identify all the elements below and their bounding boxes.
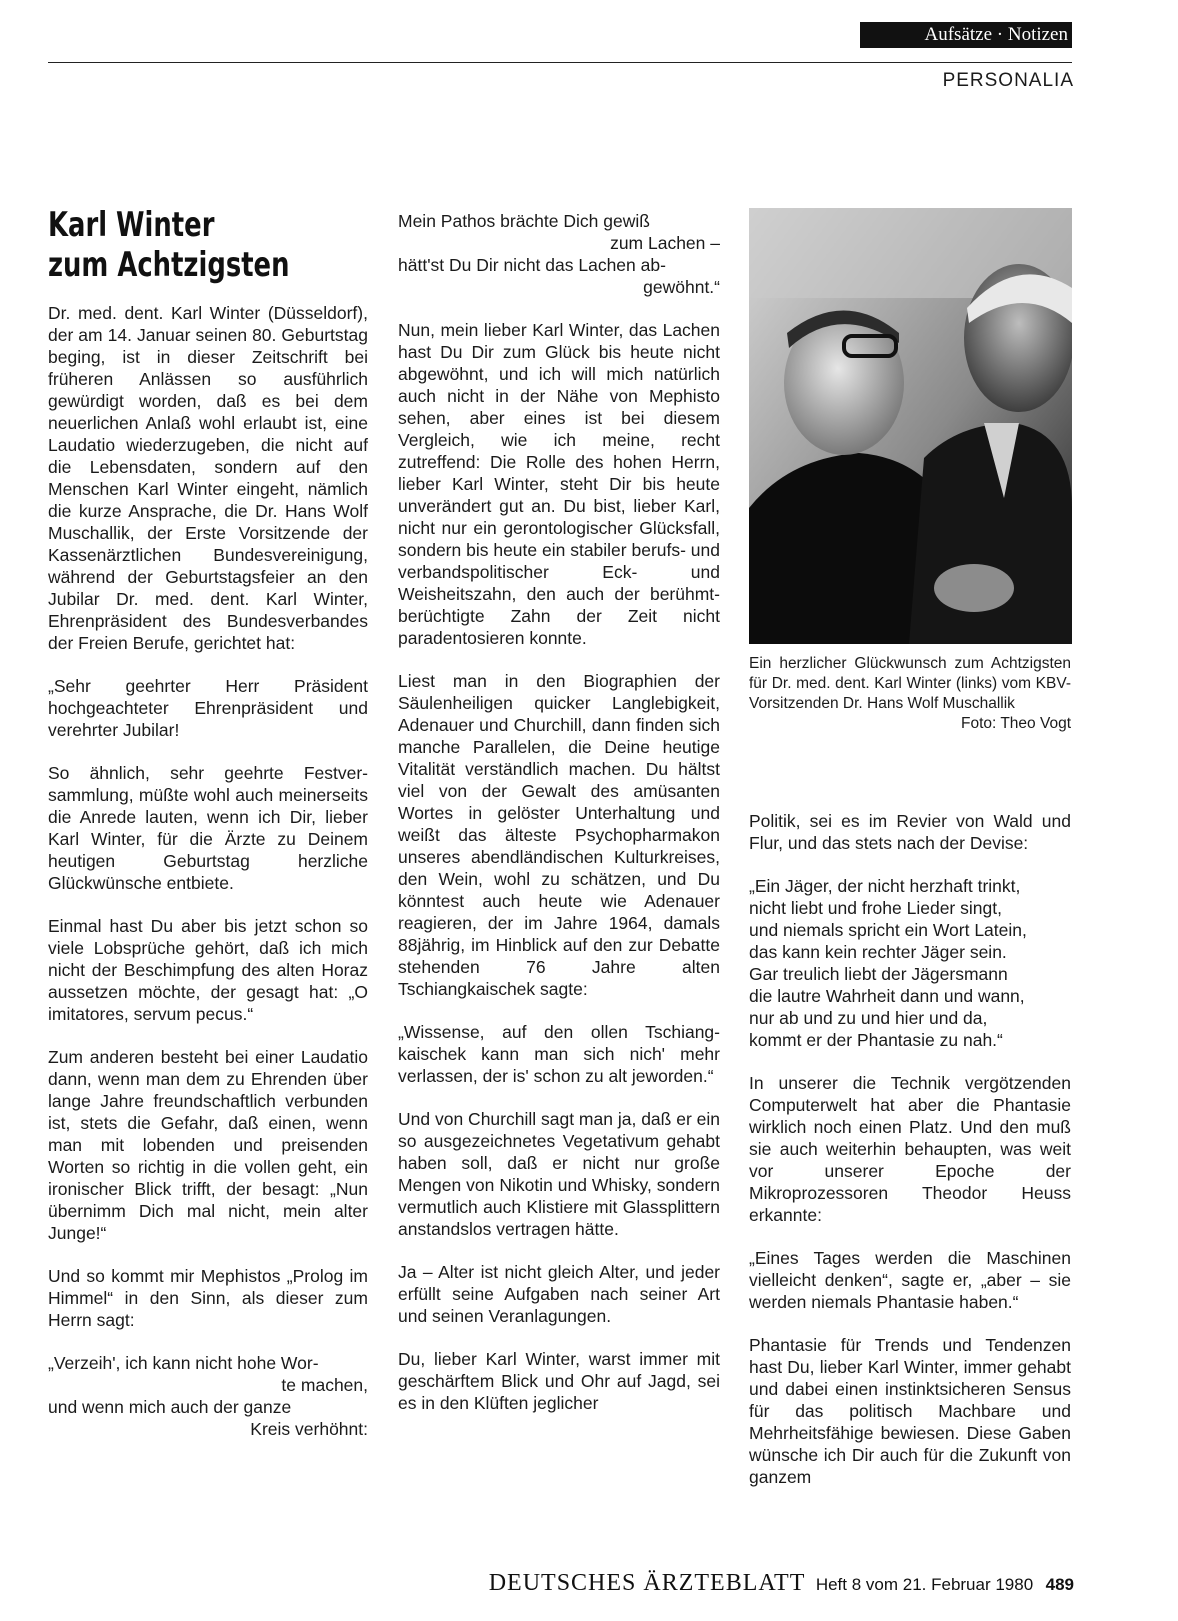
paragraph: So ähnlich, sehr geehrte Festversammlung, müßte wohl auch meinerseits die Anrede lauten, wenn ich Dir, lieber Karl Winter, für die Ärzte zu Deinem heutigen Geburtstag herzliche Glückwünsche entbiete. — [48, 763, 368, 893]
paragraph: Zum anderen besteht bei einer Laudatio dann, wenn man dem zu Ehrenden über lange Jahre freundschaftlich verbunden ist, stets die Gefahr, daß einen, wenn man mit lobenden und preisenden Worten so richtig in die vollen geht, ein ironischer Blick trifft, der besagt: „Nun übernimm Dich mal nicht, mein alter Junge!“ — [48, 1047, 368, 1243]
verse-line: „Ein Jäger, der nicht herzhaft trinkt, — [749, 876, 1021, 896]
photo-illustration — [749, 208, 1072, 644]
paragraph: Und von Churchill sagt man ja, daß er ein so ausgezeichnetes Vegetativum gehabt haben soll, daß er nicht nur große Mengen von Nikotin und Whisky, sondern vermutlich auch Klistiere mit Glassplittern anstandslos vertragen hätte. — [398, 1109, 720, 1239]
verse-quote-2 — [398, 210, 720, 298]
verse-line: die lautre Wahrheit dann und wann, — [749, 986, 1025, 1006]
verse-line: das kann kein rechter Jäger sein. — [749, 942, 1007, 962]
headline-line-2: zum Achtzigsten — [48, 245, 290, 285]
verse-line: nur ab und zu und hier und da, — [749, 1008, 988, 1028]
paragraph: Politik, sei es im Revier von Wald und Flur, und das stets nach der Devise: — [749, 811, 1071, 853]
headline-line-1: Karl Winter — [48, 205, 215, 245]
paragraph: Du, lieber Karl Winter, warst immer mit geschärftem Blick und Ohr auf Jagd, sei es in den Klüften jeglicher — [398, 1349, 720, 1413]
verse-line: „Verzeih', ich kann nicht hohe Wor- — [48, 1353, 319, 1373]
verse-line: Kreis verhöhnt: — [250, 1419, 368, 1439]
verse-line: Gar treulich liebt der Jägersmann — [749, 964, 1008, 984]
paragraph: Einmal hast Du aber bis jetzt schon so viele Lobsprüche gehört, daß ich mich nicht der Beschimpfung des alten Horaz aussetzen möchte, der gesagt hat: „O imitatores, servum pecus.“ — [48, 916, 368, 1024]
text-column-left — [48, 302, 368, 1440]
page-number: 489 — [1045, 1575, 1074, 1594]
journal-title: DEUTSCHES ÄRZTEBLATT — [488, 1570, 806, 1596]
article-headline — [48, 205, 291, 285]
paragraph: „Eines Tages werden die Maschinen vielleicht denken“, sagte er, „aber – sie werden niemals Phantasie haben.“ — [749, 1248, 1071, 1312]
rubric-label: PERSONALIA — [942, 70, 1074, 91]
paragraph: „Wissense, auf den ollen Tschiangkaischek kann man sich nich' mehr verlassen, der is' schon zu alt jeworden.“ — [398, 1022, 720, 1086]
issue-info: Heft 8 vom 21. Februar 1980 — [815, 1575, 1034, 1594]
paragraph: Nun, mein lieber Karl Winter, das Lachen hast Du Dir zum Glück bis heute nicht abgewöhnt, und ich will mich natürlich auch nicht in der Nähe von Mephisto sehen, aber eines ist bei diesem Vergleich, wie ich meine, recht zutreffend: Die Rolle des hohen Herrn, lieber Karl Winter, steht Dir bis heute unverändert gut an. Du bist, lieber Karl, nicht nur ein gerontologischer Glücksfall, sondern bis heute ein stabiler berufs- und verbandspolitischer Eck- und Weisheitszahn, den auch der berühmt-berüchtigte Zahn der Zeit nicht paradentosieren konnte. — [398, 320, 721, 648]
verse-line: und wenn mich auch der ganze — [48, 1397, 292, 1417]
caption-text: Ein herzlicher Glückwunsch zum Achtzigsten für Dr. med. dent. Karl Winter (links) vom KBV-Vorsitzenden Dr. Hans Wolf Muschallik — [749, 655, 1071, 712]
photo-caption — [749, 654, 1071, 734]
verse-line: Mein Pathos brächte Dich gewiß — [398, 211, 650, 231]
text-column-right — [749, 810, 1071, 1509]
verse-line: kommt er der Phantasie zu nah.“ — [749, 1030, 1003, 1050]
paragraph: „Sehr geehrter Herr Präsident hochgeachteter Ehrenpräsident und verehrter Jubilar! — [48, 676, 368, 740]
paragraph: In unserer die Technik vergötzenden Computerwelt hat aber die Phantasie wirklich noch einen Platz. Und den muß sie auch weiterhin behaupten, was weit vor unserer Epoche der Mikroprozessoren Theodor Heuss erkannte: — [749, 1073, 1071, 1225]
header-rule — [48, 62, 1072, 63]
verse-line: hätt'st Du Dir nicht das Lachen ab- — [398, 255, 666, 275]
paragraph: Liest man in den Biographien der Säulenheiligen quicker Langlebigkeit, Adenauer und Churchill, dann finden sich manche Parallelen, die Deine heutige Vitalität verständlich machen. Du hältst viel von der Gewalt des amüsanten Wortes in gelöster Unterhaltung und weißt das älteste Psychopharmakon unseres abendländischen Kulturkreises, den Wein, wohl zu schätzen, und Du könntest auch heute wie Adenauer reagieren, der im Jahre 1964, damals 88jährig, im Hinblick auf den zur Debatte stehenden 76 Jahre alten Tschiangkaischek sagte: — [398, 671, 720, 999]
paragraph: Ja – Alter ist nicht gleich Alter, und jeder erfüllt seine Aufgaben nach seiner Art und seinen Veranlagungen. — [398, 1262, 720, 1326]
verse-line: gewöhnt.“ — [643, 277, 720, 297]
verse-line: te machen, — [281, 1375, 368, 1395]
paragraph: Dr. med. dent. Karl Winter (Düsseldorf), der am 14. Januar seinen 80. Geburtstag beging, ist in dieser Zeitschrift bei früheren Anlässen so ausführlich gewürdigt worden, daß es bei dem neuerlichen Anlaß wohl erlaubt ist, eine Laudatio wiederzugeben, die nicht auf die Lebensdaten, sondern auf den Menschen Karl Winter eingeht, nämlich die kurze Ansprache, die Dr. Hans Wolf Muschallik, der Erste Vorsitzende der Kassenärztlichen Bundesvereinigung, während der Geburtstagsfeier an den Jubilar Dr. med. dent. Karl Winter, Ehrenpräsident des Bundesverbandes der Freien Berufe, gerichtet hat: — [48, 303, 368, 653]
verse-quote-1 — [48, 1352, 368, 1440]
page-footer — [489, 1570, 1074, 1597]
article-photo — [749, 208, 1072, 644]
verse-line: zum Lachen – — [610, 233, 720, 253]
verse-line: nicht liebt und frohe Lieder singt, — [749, 898, 1002, 918]
photo-credit: Foto: Theo Vogt — [960, 715, 1071, 732]
text-column-middle — [398, 210, 720, 1435]
verse-line: und niemals spricht ein Wort Latein, — [749, 920, 1027, 940]
paragraph: Und so kommt mir Mephistos „Prolog im Himmel“ in den Sinn, als dieser zum Herrn sagt: — [48, 1266, 368, 1330]
section-tag: Aufsätze · Notizen — [860, 22, 1072, 48]
hunter-verse — [749, 875, 1071, 1051]
paragraph: Phantasie für Trends und Tendenzen hast Du, lieber Karl Winter, immer gehabt und dabei einen instinktsicheren Sensus für das politisch Machbare und Mehrheitsfähige bewiesen. Diese Gaben wünsche ich Dir auch für die Zukunft von ganzem — [749, 1335, 1071, 1487]
